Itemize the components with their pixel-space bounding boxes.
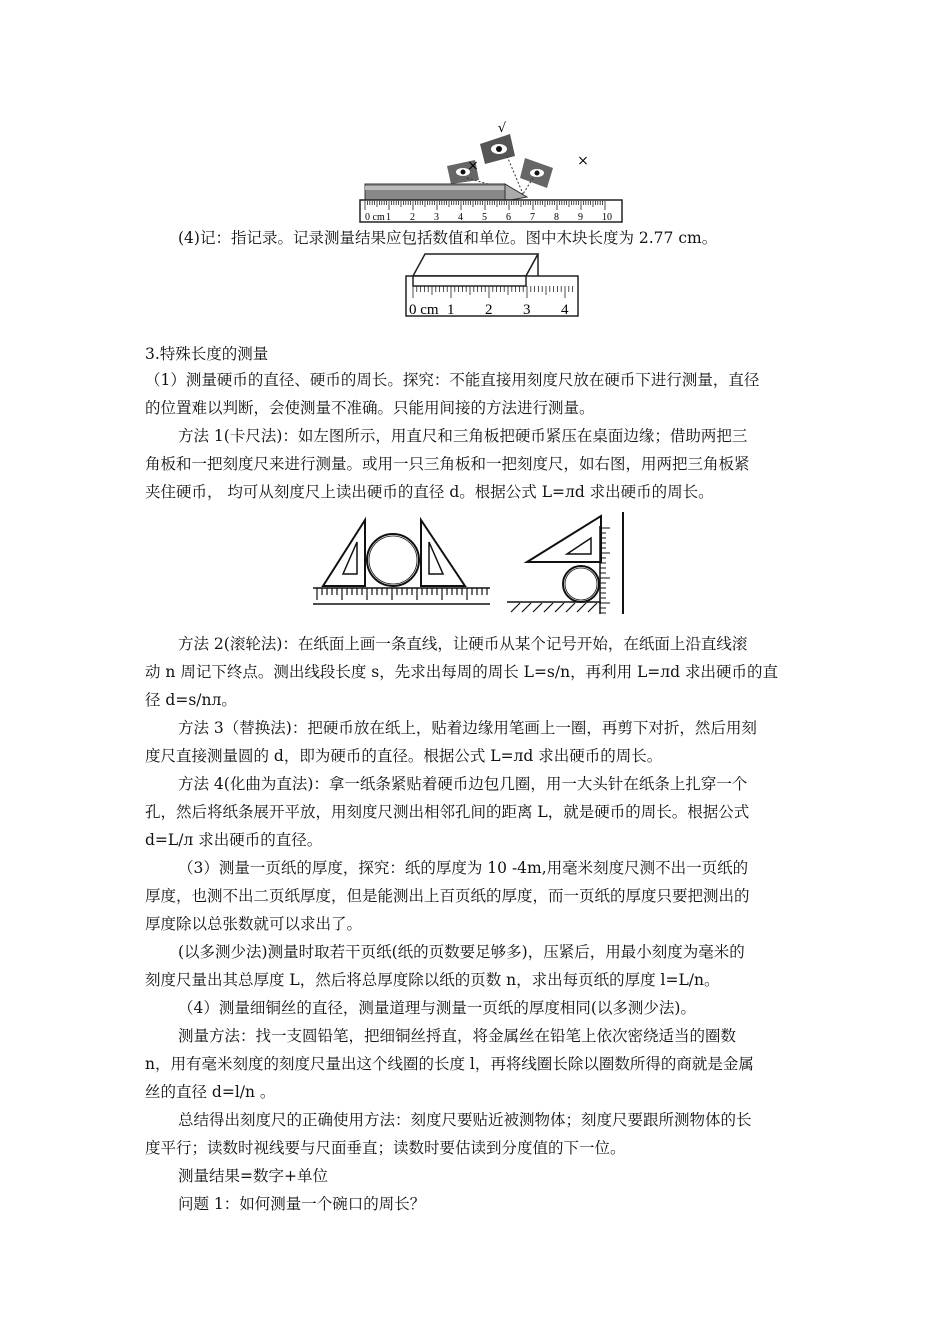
- paragraph-line: 度尺直接测量圆的 d，即为硬币的直径。根据公式 L=лd 求出硬币的周长。: [145, 747, 663, 765]
- triangle-right: [421, 520, 465, 586]
- question-line: 问题 1：如何测量一个碗口的周长？: [178, 1195, 426, 1213]
- paragraph-line: 夹住硬币， 均可从刻度尺上读出硬币的直径 d。根据公式 L=лd 求出硬币的周长。: [145, 483, 714, 501]
- paragraph-line: 孔，然后将纸条展开平放，用刻度尺测出相邻孔间的距离 L，就是硬币的周长。根据公式: [145, 803, 750, 821]
- ruler-label: 10: [602, 212, 612, 223]
- ruler-label: 3: [523, 302, 531, 318]
- ruler-label: 2: [410, 212, 415, 223]
- paragraph-line: 总结得出刻度尺的正确使用方法：刻度尺要贴近被测物体；刻度尺要跟所测物体的长: [178, 1111, 752, 1129]
- ruler-label: 3: [434, 212, 439, 223]
- block-ruler-figure: [403, 245, 583, 320]
- paragraph-line: 厚度除以总张数就可以求出了。: [145, 915, 363, 933]
- wrong-mark-right: ×: [577, 153, 589, 169]
- ruler-reading-figure: [355, 118, 630, 228]
- paragraph-line: 径 d=s/nл。: [145, 691, 237, 709]
- paragraph-line: 厚度，也测不出二页纸厚度，但是能测出上百页纸的厚度，而一页纸的厚度只要把测出的: [145, 887, 750, 905]
- eye-icon: [480, 134, 515, 164]
- surface-hatch: [522, 603, 531, 612]
- paragraph-line: 角板和一把刻度尺来进行测量。或用一只三角板和一把刻度尺，如右图，用两把三角板紧: [145, 455, 750, 473]
- paragraph-line: 方法 4(化曲为直法)：拿一纸条紧贴着硬币边包几圈，用一大头针在纸条上扎穿一个: [178, 775, 748, 793]
- correct-mark: √: [497, 121, 507, 136]
- paragraph-line: 测量方法：找一支圆铅笔，把细铜丝捋直，将金属丝在铅笔上依次密绕适当的圈数: [178, 1027, 737, 1045]
- surface-hatch: [555, 603, 564, 612]
- paragraph-line: 方法 3（替换法)：把硬币放在纸上，贴着边缘用笔画上一圈，再剪下对折，然后用刻: [178, 719, 757, 737]
- paragraph-line: 度平行；读数时视线要与尺面垂直；读数时要估读到分度值的下一位。: [145, 1139, 626, 1157]
- paragraph-line: 丝的直径 d=l/n 。: [145, 1083, 276, 1101]
- paragraph-line: 测量结果=数字+单位: [178, 1167, 328, 1185]
- ruler-label: 4: [458, 212, 463, 223]
- ruler-label: 8: [554, 212, 559, 223]
- eye-icon: [520, 158, 553, 188]
- ruler-label: 7: [530, 212, 535, 223]
- ruler-label: 2: [485, 302, 493, 318]
- ruler-label: 0 cm: [409, 302, 439, 318]
- paragraph-line: 的位置难以判断，会使测量不准确。只能用间接的方法进行测量。: [145, 399, 595, 417]
- paragraph-line: 方法 2(滚轮法)：在纸面上画一条直线，让硬币从某个记号开始，在纸面上沿直线滚: [178, 635, 748, 653]
- section-heading: 3.特殊长度的测量: [145, 345, 269, 363]
- paragraph-line: （1）测量硬币的直径、硬币的周长。探究：不能直接用刻度尺放在硬币下进行测量，直径: [145, 371, 760, 389]
- paragraph-line: 动 n 周记下终点。测出线段长度 s，先求出每周的周长 L=s/n，再利用 L=лd 求出硬币的直: [145, 663, 778, 681]
- triangle-left: [323, 520, 365, 586]
- paragraph-line: （4）测量细铜丝的直径，测量道理与测量一页纸的厚度相同(以多测少法)。: [178, 999, 696, 1017]
- ruler-label: 4: [561, 302, 569, 318]
- ruler-label: 1: [386, 212, 391, 223]
- surface-hatch: [588, 603, 597, 612]
- ruler-label: 6: [506, 212, 511, 223]
- wrong-mark-left: ×: [467, 158, 479, 174]
- paragraph-line: （3）测量一页纸的厚度，探究：纸的厚度为 10 -4m,用毫米刻度尺测不出一页纸的: [178, 859, 749, 877]
- surface-hatch: [544, 603, 553, 612]
- ruler-label: 0 cm: [365, 212, 385, 223]
- surface-hatch: [577, 603, 586, 612]
- surface-hatch: [566, 603, 575, 612]
- line-record-step: (4)记：指记录。记录测量结果应包括数值和单位。图中木块长度为 2.77 cm。: [178, 229, 718, 247]
- surface-hatch: [511, 603, 520, 612]
- wood-block: [413, 254, 538, 276]
- paragraph-line: 刻度尺量出其总厚度 L，然后将总厚度除以纸的页数 n，求出每页纸的厚度 l=L/n。: [145, 971, 720, 989]
- ruler-label: 5: [482, 212, 487, 223]
- coin-caliper-figure: [305, 508, 635, 620]
- ruler-label: 9: [578, 212, 583, 223]
- coin: [367, 534, 419, 586]
- ruler-label: 1: [447, 302, 455, 318]
- paragraph-line: n，用有毫米刻度的刻度尺量出这个线圈的长度 l，再将线圈长除以圈数所得的商就是金属: [145, 1055, 754, 1073]
- coin-right: [563, 566, 599, 602]
- surface-hatch: [533, 603, 542, 612]
- paragraph-line: d=L/л 求出硬币的直径。: [145, 831, 323, 849]
- paragraph-line: (以多测少法)测量时取若干页纸(纸的页数要足够多)，压紧后，用最小刻度为毫米的: [178, 943, 745, 961]
- paragraph-line: 方法 1(卡尺法)：如左图所示，用直尺和三角板把硬币紧压在桌面边缘；借助两把三: [178, 427, 748, 445]
